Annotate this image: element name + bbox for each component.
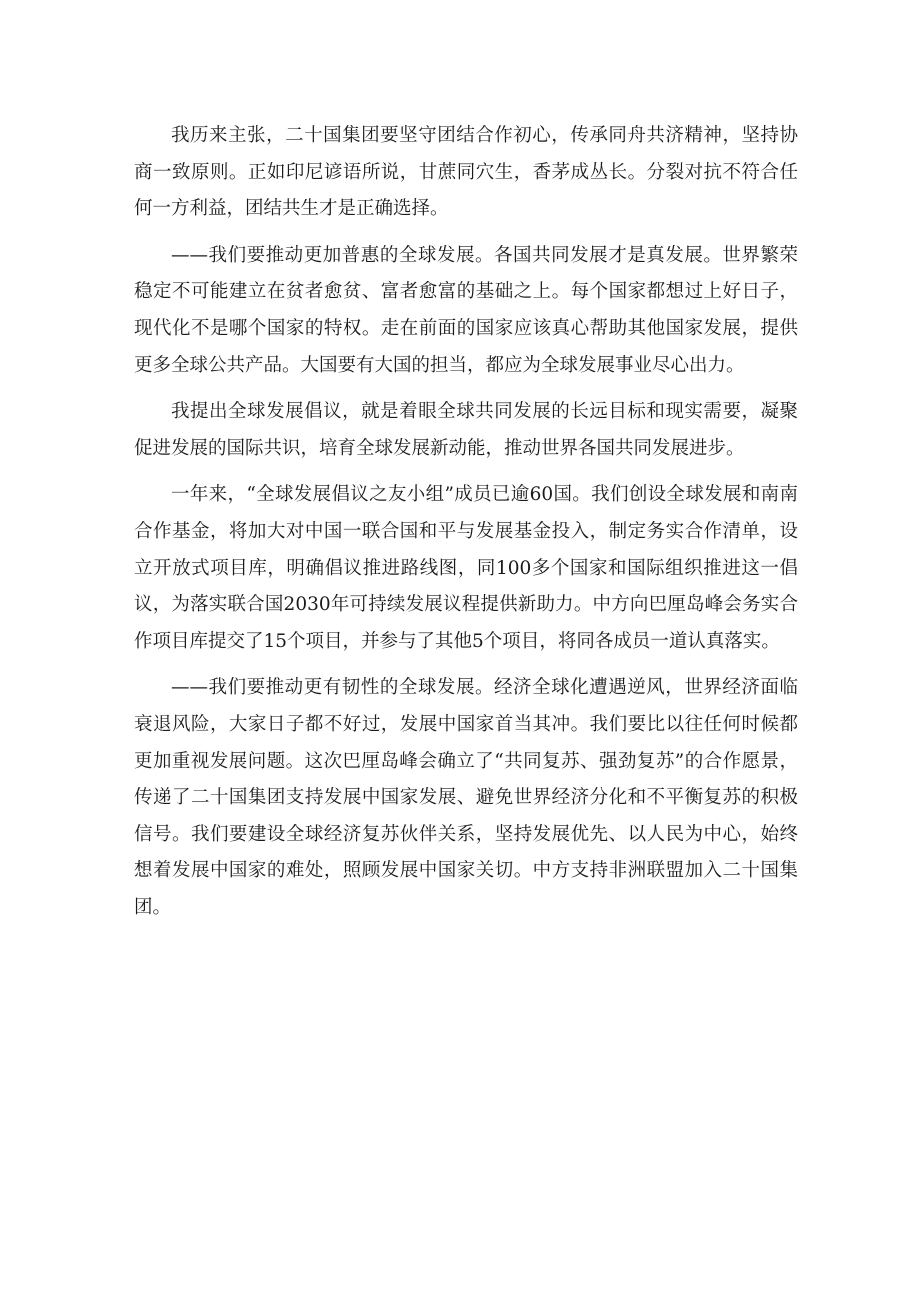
paragraph-global-development-initiative: 我提出全球发展倡议，就是着眼全球共同发展的长远目标和现实需要，凝聚促进发展的国际共识，培育全球发展新动能，推动世界各国共同发展进步。 [134,401,798,459]
paragraph-resilient-development: ——我们要推动更有韧性的全球发展。经济全球化遭遇逆风，世界经济面临衰退风险，大家日子都不好过，发展中国家首当其冲。我们要比以往任何时候都更加重视发展问题。这次巴厘岛峰会确立了“共同复苏、强劲复苏”的合作愿景，传递了二十国集团支持发展中国家发展、避免世界经济分化和不平衡复苏的积极信号。我们要建设全球经济复苏伙伴关系，坚持发展优先、以人民为中心，始终想着发展中国家的难处，照顾发展中国家关切。中方支持非洲联盟加入二十国集团。 [134,677,798,918]
paragraph-unity: 我历来主张，二十国集团要坚守团结合作初心，传承同舟共济精神，坚持协商一致原则。正如印尼谚语所说，甘蔗同穴生，香茅成丛长。分裂对抗不符合任何一方利益，团结共生才是正确选择。 [134,125,798,220]
paragraph-friends-group: 一年来，“全球发展倡议之友小组”成员已逾60国。我们创设全球发展和南南合作基金，将加大对中国一联合国和平与发展基金投入，制定务实合作清单，设立开放式项目库，明确倡议推进路线图，同100多个国家和国际组织推进这一倡议，为落实联合国2030年可持续发展议程提供新助力。中方向巴厘岛峰会务实合作项目库提交了15个项目，并参与了其他5个项目，将同各成员一道认真落实。 [134,484,798,652]
document-body [134,118,798,926]
paragraph-inclusive-development: ——我们要推动更加普惠的全球发展。各国共同发展才是真发展。世界繁荣稳定不可能建立在贫者愈贫、富者愈富的基础之上。每个国家都想过上好日子，现代化不是哪个国家的特权。走在前面的国家应该真心帮助其他国家发展，提供更多全球公共产品。大国要有大国的担当，都应为全球发展事业尽心出力。 [134,244,798,376]
